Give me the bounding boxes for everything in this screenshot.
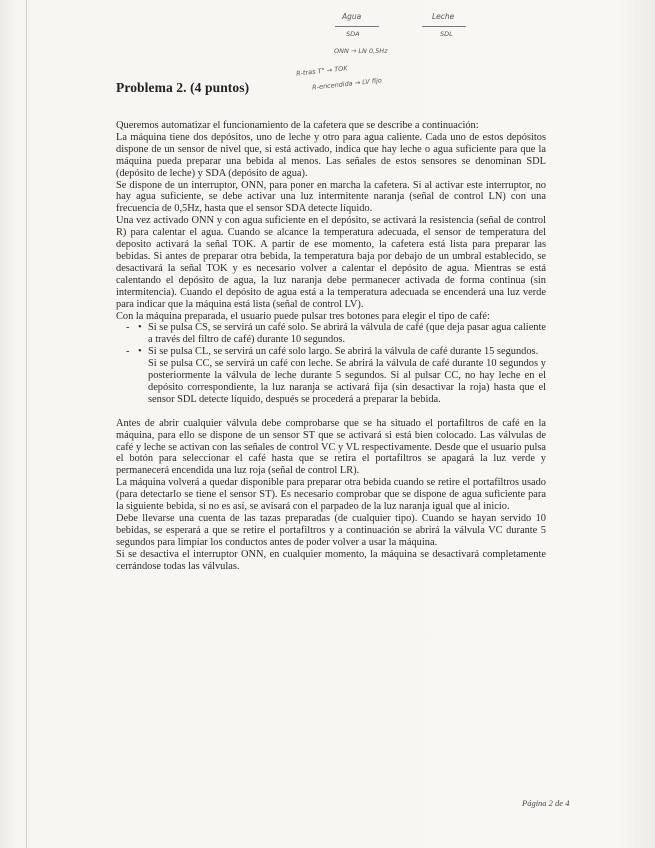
- paragraph-intro: Queremos automatizar el funcionamiento de la cafetera que se describe a continuación:: [116, 120, 479, 131]
- problem-statement: [116, 120, 546, 573]
- paragraph-gap: [116, 406, 546, 418]
- page-edge-shadow: [26, 0, 27, 848]
- paragraph-depositos: La máquina tiene dos depósitos, uno de leche y otro para agua caliente. Cada uno de estos depósitos dispone de un sensor de nivel que, si está activado, indica que hay leche o agua suficiente para que la máquina pueda preparar una bebida al menos. Las señales de estos sensores se denominan SDL (depósito de leche) y SDA (depósito de agua).: [116, 131, 546, 179]
- handwritten-underline: [335, 26, 379, 27]
- dash-bullet: -: [126, 322, 130, 334]
- option-cl-text: Si se pulsa CL, se servirá un café solo largo. Se abrirá la válvula de café durante 15 segundos.: [148, 346, 539, 358]
- dot-bullet: •: [138, 346, 142, 358]
- handwritten-note-tok: R-tras T° → TOK: [295, 64, 348, 78]
- paragraph-desactivar: Si se desactiva el interruptor ONN, en cualquier momento, la máquina se desactivará completamente cerrándose todas las válvulas.: [116, 548, 546, 572]
- handwritten-note-onn: ONN → LN 0,5Hz: [334, 47, 388, 55]
- handwritten-note-sda: SDA: [346, 30, 360, 38]
- page-number: Página 2 de 4: [522, 798, 570, 808]
- dot-bullet: •: [138, 322, 142, 334]
- problem-title: Problema 2. (4 puntos): [116, 80, 250, 95]
- list-item: [148, 358, 546, 406]
- option-cs-text: Si se pulsa CS, se servirá un café solo. Se abrirá la válvula de café (que deja pasar agua caliente a través del filtro de café) durante 10 segundos.: [148, 322, 546, 346]
- paragraph-portafiltros: Antes de abrir cualquier válvula debe comprobarse que se ha situado el portafiltros de café en la máquina, para ello se dispone de un sensor ST que se activará si está bien colocado. Las válvulas de café y leche se activan con las señales de control VC y VL respectivamente. Desde que el usuario pulsa el botón para seleccionar el café hasta que se retira el portafiltros se apagará la luz verde y permanecerá encendida una luz roja (señal de control LR).: [116, 417, 546, 477]
- list-item: [126, 322, 546, 346]
- handwritten-note-sdl: SDL: [440, 30, 453, 38]
- coffee-options-list: [116, 322, 546, 405]
- handwritten-note-agua: Agua: [342, 12, 362, 21]
- paragraph-botones: Con la máquina preparada, el usuario puede pulsar tres botones para elegir el tipo de café:: [116, 310, 490, 322]
- paragraph-calentamiento: Una vez activado ONN y con agua suficiente en el depósito, se activará la resistencia (señal de control R) para calentar el agua. Cuando se alcance la temperatura adecuada, el sensor de temperatura del deposito activará la señal TOK. A partir de ese momento, la cafetera está lista para preparar las bebidas. Si antes de preparar otra bebida, la temperatura baja por debajo de un umbral establecido, se desactivará la señal TOK y es necesario volver a calentar el depósito de agua. Mientras se está calentando el depósito de agua, la luz naranja debe permanecer activada de forma continua (sin intermitencia). Cuando el depósito de agua está a la temperatura adecuada se encenderá una luz verde para indicar que la máquina está lista (señal de control LV).: [116, 215, 546, 310]
- paragraph-disponible: La máquina volverá a quedar disponible para preparar otra bebida cuando se retire el portafiltros usado (para detectarlo se tiene el sensor ST). Es necesario comprobar que se dispone de agua suficiente para la siguiente bebida, si no es así, se avisará con el parpadeo de la luz naranja igual que al inicio.: [116, 477, 546, 513]
- list-item: [126, 346, 546, 358]
- dash-bullet: -: [126, 346, 130, 358]
- handwritten-note-lv: R-encendida → LV fijo: [311, 76, 383, 92]
- option-cc-text: Si se pulsa CC, se servirá un café con leche. Se abrirá la válvula de café durante 10 segundos y posteriormente la válvula de leche durante 5 segundos. Si al pulsar CC, no hay leche en el depósito correspondiente, la luz naranja se activará fija (sin desactivar la roja) hasta que el sensor SDL detecte líquido, después se procederá a preparar la bebida.: [148, 358, 546, 405]
- handwritten-note-leche: Leche: [432, 12, 455, 21]
- paragraph-interruptor: Se dispone de un interruptor, ONN, para poner en marcha la cafetera. Si al activar este interruptor, no hay agua suficiente, se debe activar una luz intermitente naranja (señal de control LN) con una frecuencia de 0,5Hz, hasta que el sensor SDA detecte líquido.: [116, 179, 546, 215]
- paragraph-cuenta-tazas: Debe llevarse una cuenta de las tazas preparadas (de cualquier tipo). Cuando se hayan servido 10 bebidas, se esperará a que se retire el portafiltros y a continuación se abrirá la válvula VC durante 5 segundos para limpiar los conductos antes de poder volver a usar la máquina.: [116, 513, 546, 548]
- handwritten-underline: [422, 26, 466, 27]
